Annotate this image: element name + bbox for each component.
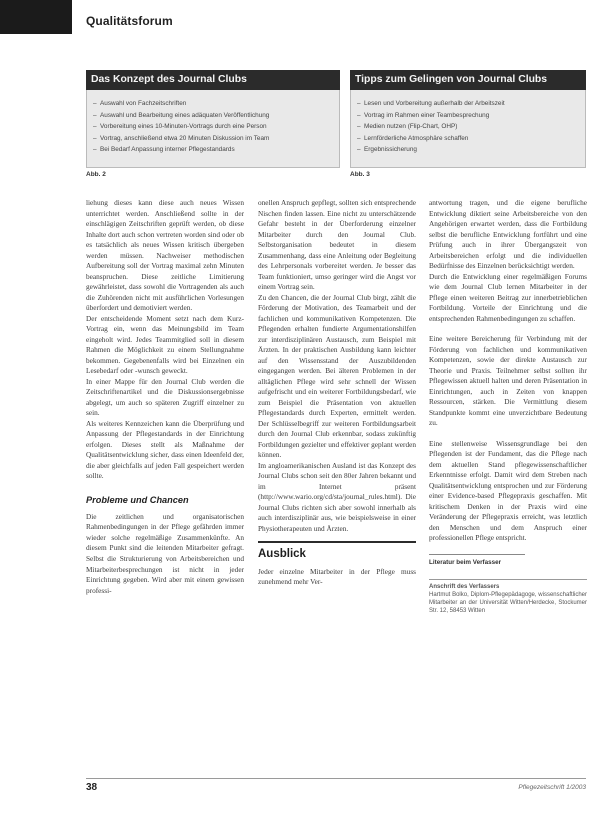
concept-item: – Vorbereitung eines 10-Minuten-Vortrags durch eine Person xyxy=(93,123,267,131)
paragraph: Eine weitere Bereicherung für Verbindung mit der Förderung von fachlichen und kommunikativen Kompetenzen, sowie der direkte Austausch zur Theorie und Praxis. Teilnehmer selbst sollten ihr Pflegewissen aktuell halten und deren Präsentation in Einrichtungen, auch in Zeiten von knappen Ressourcen, stärken. Die Vermittlung diesem Standpunkte kommt eine unverzichtbare Bedeutung zu. xyxy=(429,334,587,428)
tips-item: – Ergebnissicherung xyxy=(357,146,417,154)
paragraph: Jeder einzelne Mitarbeiter in der Pflege muss zunehmend mehr Ver- xyxy=(258,566,416,587)
tips-box-list xyxy=(350,90,586,168)
heading-ausblick: Ausblick xyxy=(258,547,306,560)
tips-item: – Lernförderliche Atmosphäre schaffen xyxy=(357,134,469,142)
tips-box-title: Tipps zum Gelingen von Journal Clubs xyxy=(350,70,586,90)
paragraph: Im angloamerikanischen Ausland ist das Konzept des Journal Clubs schon seit den 80er Jahren bekannt und im Internet präsent (http://www.wario.org/cd/sta/journal_rules.html). Die Journal Clubs richten sich aber sowohl innerhalb als auch interdisziplinär aus, wie beispielsweise in einer Physiotherapeuten und Ärzten. xyxy=(258,460,416,533)
article-column-1 xyxy=(86,198,244,596)
paragraph: liehung dieses kann diese auch neues Wissen unterrichtet werden. Anschließend sollte in der einschlägigen Zeitschriften geprüft werden, ob diese Inhalte dort auch schon vertreten worden sind oder ob es tatsächlich als neues Wissen kritisch übergeben werden müssen. Nachweiser methodischen Aufbereitung soll der Vortrag maximal zehn Minuten beanspruchen. Diese zeitliche Limitierung gewährleistet, dass sowohl die Vortragenden als auch die Zuhörenden nicht mit ausführlichen Vorlesungen überfordert und demotiviert werden. xyxy=(86,198,244,313)
page-number: 38 xyxy=(86,782,98,793)
tips-box xyxy=(350,70,586,168)
concept-item: – Bei Bedarf Anpassung interner Pflegestandards xyxy=(93,146,235,154)
section-divider xyxy=(258,541,416,543)
paragraph: onellen Anspruch gepflegt, sollten sich entsprechende Nischen finden lassen. Eine nicht zu unterschätzende Gefahr besteht in der Überforderung einzelner Mitarbeiter durch den Journal Club. Selbstorganisation bedeutet in diesem Zusammenhang, dass eine Anleitung oder Begleitung des Lehrpersonals vorbereitet werden. Je besser das Team funktioniert, umso geringer wird die Angst vor einem Vortrag sein. xyxy=(258,198,416,292)
literature-divider xyxy=(429,554,525,555)
paragraph: Durch die Entwicklung einer regelmäßigen Forums wie dem Journal Club lernen Mitarbeiter in der Pflege einen weiteren Beitrag zur innerbetrieblichen Fortbildung. Vorteile der Einrichtung und die entsprechenden Rahmenbedingungen zu schaffen. xyxy=(429,271,587,323)
author-heading: Anschrift des Verfassers xyxy=(429,583,500,590)
literature-note: Literatur beim Verfasser xyxy=(429,558,502,566)
concept-box-title: Das Konzept des Journal Clubs xyxy=(86,70,340,90)
article-column-2 xyxy=(258,198,416,588)
paragraph: antwortung tragen, und die eigene berufliche Entwicklung diktiert seine Arbeitsbereiche von den Angehörigen erwartet werden, dass die Fortbildung selbst die berufliche Entwicklung fortführt und eine Prüfung auch in ihrer Übergangszeit von Arbeitsbereichen erfolgt und die individuellen Bedürfnisse des Einzelnen berücksichtigt werden. xyxy=(429,198,587,271)
section-marker xyxy=(0,0,72,34)
figure-caption-left: Abb. 2 xyxy=(86,171,106,178)
tips-item: – Medien nutzen (Flip-Chart, OHP) xyxy=(357,123,458,131)
journal-name: Pflegezeitschrift 1/2003 xyxy=(518,784,586,791)
footer-divider xyxy=(86,778,586,779)
paragraph: Der entscheidende Moment setzt nach dem Kurz-Vortrag ein, wenn das Meinungsbild im Team eingeholt wird. Jedes Teammitglied soll in diesem Rahmen die Möglichkeit zu einem Stellungnahme bekommen. Gegebenenfalls wird bei Einzelnen ein Lesebedarf oder -wunsch geweckt. xyxy=(86,313,244,376)
paragraph: Als weiteres Kennzeichen kann die Überprüfung und Anpassung der Pflegestandards in der Einrichtung erfolgen. Dieses stellt als Maßnahme der Qualitätsentwicklung sicher, dass einen Ideenfeld der, die aber gleichfalls auf jeden Fall gespeichert werden sollte. xyxy=(86,418,244,481)
tips-item: – Vortrag im Rahmen einer Teambesprechung xyxy=(357,111,490,119)
subheading-problems: Probleme und Chancen xyxy=(86,494,189,505)
article-column-3 xyxy=(429,198,587,615)
concept-box-list xyxy=(86,90,340,168)
concept-box xyxy=(86,70,340,168)
paragraph: In einer Mappe für den Journal Club werden die Zeitschriftenartikel und die Diskussionsergebnisse abgelegt, um auch so späteren Zugriff einzelner zu sein. xyxy=(86,376,244,418)
author-address xyxy=(429,579,587,615)
paragraph: Eine stellenweise Wissensgrundlage bei den Pflegenden ist der Fundament, das die Pflege nach dem aktuellen Stand pflegewissenschaftlicher Erkenntnisse erfolgt. Damit wird dem Streben nach Qualitätsentwicklung entsprochen und zur Förderung einer Evidence-based Pflegepraxis geschaffen. Mit kritischem Denken in der Praxis wird eine Veränderung der Pflegepraxis erreicht, was letztlich den Menschen und dem Anspruch einer professionellen Pflege entspricht. xyxy=(429,438,587,543)
concept-item: – Vortrag, anschließend etwa 20 Minuten Diskussion im Team xyxy=(93,134,270,142)
paragraph: Zu den Chancen, die der Journal Club birgt, zählt die Förderung der Motivation, des Teamarbeit und der fachlichen und kommunikativen Kompetenzen. Die Pflegenden erhalten fundierte Argumentationshilfen zur interdisziplinären Austausch, zum Beispiel mit Ärzten. In der praktischen Ausbildung kann leichter auf den Wissensstand der Auszubildenden eingegangen werden. Bei älteren Problemen in der alltäglichen Pflege wird sehr schnell der Wissen aufgefrischt und ein weiterer Fortbildungsbedarf, wie zum Beispiel die Präsentation von aktuellen Pflegestandards durch Experten, ermittelt werden. Der Schlüsselbegriff zur weiteren Fortbildungsarbeit durch den Journal Club erkennbar, sodass zukünftig Fortbildungen gezielter und effektiver geplant werden können. xyxy=(258,292,416,460)
section-title: Qualitätsforum xyxy=(86,14,173,28)
figure-caption-right: Abb. 3 xyxy=(350,171,370,178)
concept-item: – Auswahl und Bearbeitung eines adäquaten Veröffentlichung xyxy=(93,111,270,119)
paragraph: Die zeitlichen und organisatorischen Rahmenbedingungen in der Pflege gefährden immer wieder solche regelmäßige Zusammenkünfte. An diesem Punkt sind die leitenden Mitarbeiter gefragt. Selbst die Strukturierung von Arbeitsbereichen und Mitarbeiterbesprechungen ist nicht in jeder Einrichtung gegeben. Wird aber mit einem gewissen professi- xyxy=(86,511,244,595)
author-details: Hartmut Bolko, Diplom-Pflegepädagoge, wissenschaftlicher Mitarbeiter an der Universität Witten/Herdecke, Stockumer Str. 12, 58453 Witten xyxy=(429,591,587,614)
concept-item: – Auswahl von Fachzeitschriften xyxy=(93,100,187,107)
tips-item: – Lesen und Vorbereitung außerhalb der Arbeitszeit xyxy=(357,100,505,107)
